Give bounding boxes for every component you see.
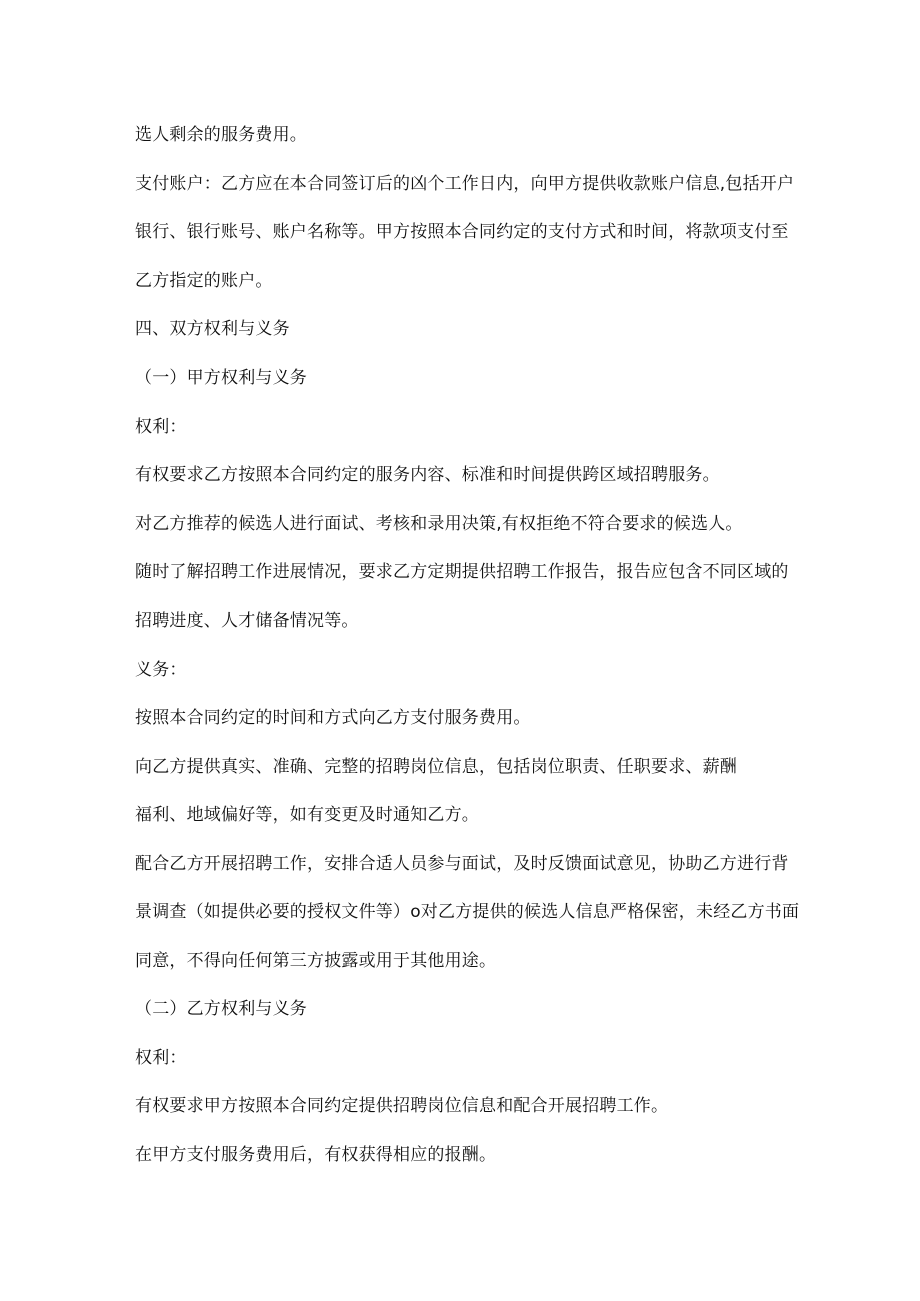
text-line: 配合乙方开展招聘工作，安排合适人员参与面试，及时反馈面试意见，协助乙方进行背 [135,854,789,874]
text-line: 招聘进度、人才储备情况等。 [135,611,359,631]
text-line: 乙方指定的账户。 [135,271,273,291]
subsection-heading: （二）乙方权利与义务 [135,999,307,1019]
text-line: 在甲方支付服务费用后，有权获得相应的报酬。 [135,1145,497,1165]
text-line: 银行、银行账号、账户名称等。甲方按照本合同约定的支付方式和时间，将款项支付至 [135,222,789,242]
text-line: 随时了解招聘工作进展情况，要求乙方定期提供招聘工作报告，报告应包含不同区域的 [135,562,789,582]
rights-label: 权利： [135,1048,187,1068]
rights-label: 权利： [135,417,187,437]
text-line: 支付账户：乙方应在本合同签订后的凶个工作日内，向甲方提供收款账户信息,包括开户 [135,174,795,194]
obligations-label: 义务： [135,660,187,680]
text-line: 按照本合同约定的时间和方式向乙方支付服务费用。 [135,708,531,728]
text-line: 景调查（如提供必要的授权文件等）o对乙方提供的候选人信息严格保密，未经乙方书面 [135,902,800,922]
text-line: 选人剩余的服务费用。 [135,125,307,145]
text-line: 同意，不得向任何第三方披露或用于其他用途。 [135,951,497,971]
subsection-heading: （一）甲方权利与义务 [135,368,307,388]
text-line: 对乙方推荐的候选人进行面试、考核和录用决策,有权拒绝不符合要求的候选人。 [135,514,743,534]
text-line: 向乙方提供真实、准确、完整的招聘岗位信息，包括岗位职责、任职要求、薪酬 [135,757,737,777]
text-line: 有权要求乙方按照本合同约定的服务内容、标准和时间提供跨区域招聘服务。 [135,465,720,485]
text-line: 福利、地域偏好等，如有变更及时通知乙方。 [135,805,479,825]
text-line: 有权要求甲方按照本合同约定提供招聘岗位信息和配合开展招聘工作。 [135,1096,669,1116]
section-heading: 四、双方权利与义务 [135,319,290,339]
